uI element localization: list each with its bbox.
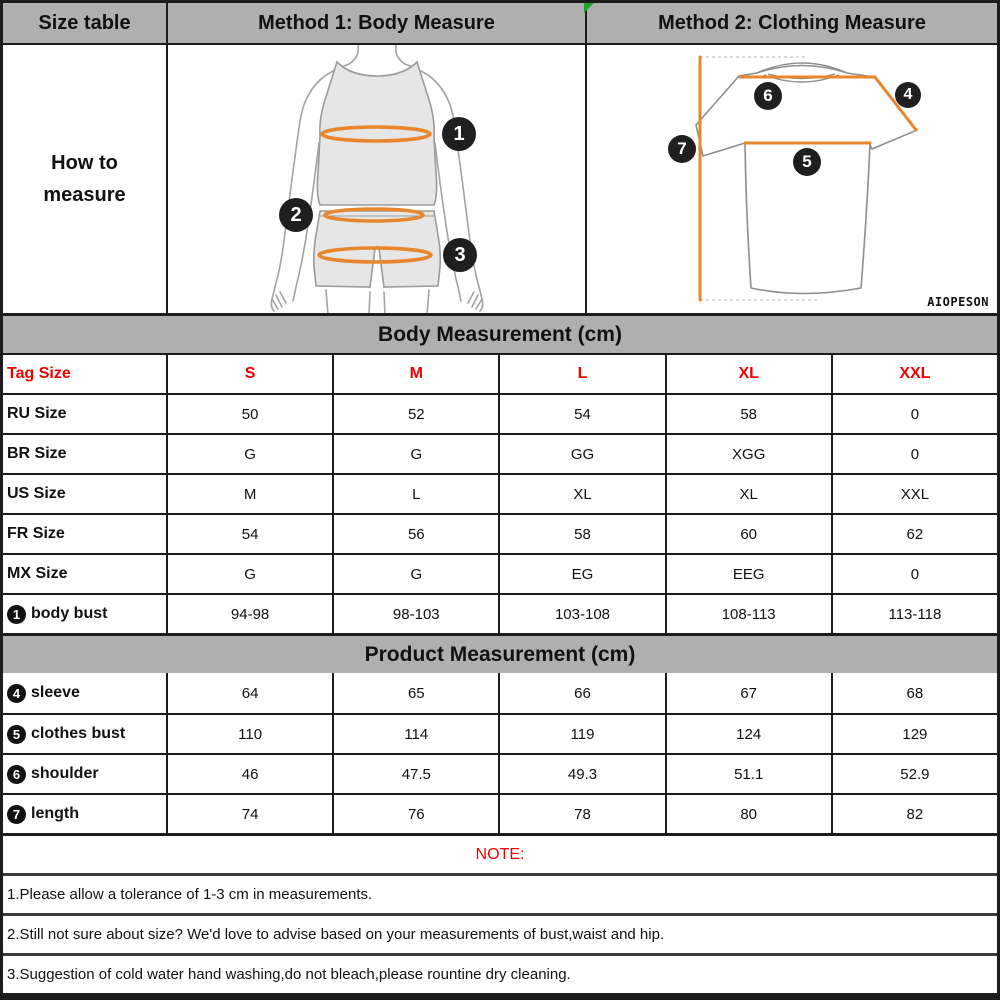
cell-value: 56 [332, 515, 498, 553]
circled-1-icon: 1 [7, 605, 26, 624]
waist-marker: 2 [279, 198, 313, 232]
table-row-fr-size [3, 513, 997, 553]
row-label-text: body bust [31, 605, 108, 622]
cell-value: 98-103 [332, 595, 498, 633]
cell-value: XGG [665, 435, 831, 473]
tag-size-label: Tag Size [7, 365, 71, 382]
cell-value: 103-108 [498, 595, 664, 633]
cell-value: 113-118 [831, 595, 997, 633]
cell-value: XL [498, 475, 664, 513]
table-row-us-size [3, 473, 997, 513]
cell-value: XL [665, 475, 831, 513]
cell-value: 80 [665, 795, 831, 833]
circled-7-icon: 7 [7, 805, 26, 824]
cell-value: 51.1 [665, 755, 831, 793]
cell-value: 82 [831, 795, 997, 833]
cell-value: 94-98 [166, 595, 332, 633]
circled-5-icon: 5 [7, 725, 26, 744]
cell-value: 46 [166, 755, 332, 793]
cell-value: 52.9 [831, 755, 997, 793]
row-label [3, 715, 166, 753]
circled-6-icon: 6 [7, 765, 26, 784]
row-label: MX Size [7, 565, 68, 582]
body-measurement-band: Body Measurement (cm) [3, 313, 997, 353]
size-table-title: Size table [38, 11, 131, 34]
cell-value: 78 [498, 795, 664, 833]
brand-label: AIOPESON [927, 295, 989, 309]
cell-value: GG [498, 435, 664, 473]
cell-value: 54 [498, 395, 664, 433]
row-label-text: length [31, 805, 79, 822]
cell-value: 49.3 [498, 755, 664, 793]
row-label [3, 795, 166, 833]
cell-value: 64 [166, 673, 332, 713]
cell-value: EG [498, 555, 664, 593]
row-label-text: shoulder [31, 765, 99, 782]
cell-value: 108-113 [665, 595, 831, 633]
table-row-shoulder [3, 753, 997, 793]
sleeve-marker: 4 [895, 82, 921, 108]
cell-value: 52 [332, 395, 498, 433]
circled-4-icon: 4 [7, 684, 26, 703]
table-row-clothes-bust [3, 713, 997, 753]
row-label: BR Size [7, 445, 67, 462]
green-corner-marker [584, 3, 594, 13]
col-size-m: M [332, 355, 498, 393]
row-label: US Size [7, 485, 66, 502]
col-size-s: S [166, 355, 332, 393]
method2-title: Method 2: Clothing Measure [585, 3, 997, 43]
top-header-row [3, 3, 997, 43]
cell-value: 119 [498, 715, 664, 753]
table-row-br-size [3, 433, 997, 473]
table-row-sleeve [3, 673, 997, 713]
cell-value: 66 [498, 673, 664, 713]
cell-value: 129 [831, 715, 997, 753]
method1-title: Method 1: Body Measure [166, 3, 585, 43]
cell-value: 74 [166, 795, 332, 833]
how-to-measure-label: How to measure [43, 152, 126, 206]
row-label [3, 595, 166, 633]
cell-value: 54 [166, 515, 332, 553]
cell-value: G [332, 555, 498, 593]
cell-value: 0 [831, 435, 997, 473]
bust-marker: 1 [442, 117, 476, 151]
table-row-ru-size [3, 393, 997, 433]
cell-value: G [166, 555, 332, 593]
table-row-mx-size [3, 553, 997, 593]
cell-value: L [332, 475, 498, 513]
cell-value: 110 [166, 715, 332, 753]
cell-value: 0 [831, 555, 997, 593]
table-row-length [3, 793, 997, 833]
cell-value: 62 [831, 515, 997, 553]
cell-value: 47.5 [332, 755, 498, 793]
row-label-text: clothes bust [31, 725, 126, 742]
cell-value: 0 [831, 395, 997, 433]
note-item-1: 1.Please allow a tolerance of 1-3 cm in measurements. [3, 873, 997, 913]
clothes-bust-marker: 5 [793, 148, 821, 176]
cell-value: 114 [332, 715, 498, 753]
tshirt-drawing [587, 45, 997, 313]
row-label-text: sleeve [31, 684, 80, 701]
row-label: RU Size [7, 405, 67, 422]
row-label [3, 755, 166, 793]
cell-value: 60 [665, 515, 831, 553]
illustration-row [3, 43, 997, 313]
cell-value: M [166, 475, 332, 513]
cell-value: XXL [831, 475, 997, 513]
note-item-3: 3.Suggestion of cold water hand washing,do not bleach,please rountine dry cleaning. [3, 953, 997, 993]
cell-value: 58 [665, 395, 831, 433]
note-title: NOTE: [3, 833, 997, 873]
product-measurement-band: Product Measurement (cm) [3, 633, 997, 673]
length-marker: 7 [668, 135, 696, 163]
cell-value: 68 [831, 673, 997, 713]
cell-value: 50 [166, 395, 332, 433]
table-row-body-bust [3, 593, 997, 633]
cell-value: EEG [665, 555, 831, 593]
cell-value: G [332, 435, 498, 473]
cell-value: 67 [665, 673, 831, 713]
col-size-xl: XL [665, 355, 831, 393]
col-size-l: L [498, 355, 664, 393]
hip-marker: 3 [443, 238, 477, 272]
row-label: FR Size [7, 525, 65, 542]
note-item-2: 2.Still not sure about size? We'd love to advise based on your measurements of bust,waist and hip. [3, 913, 997, 953]
body-figure-drawing [168, 45, 585, 313]
row-label [3, 673, 166, 713]
col-size-xxl: XXL [831, 355, 997, 393]
tag-size-header-row [3, 353, 997, 393]
cell-value: G [166, 435, 332, 473]
cell-value: 58 [498, 515, 664, 553]
shoulder-marker: 6 [754, 82, 782, 110]
cell-value: 76 [332, 795, 498, 833]
cell-value: 65 [332, 673, 498, 713]
cell-value: 124 [665, 715, 831, 753]
body-measure-illustration [166, 45, 585, 313]
clothing-measure-illustration [585, 45, 997, 313]
